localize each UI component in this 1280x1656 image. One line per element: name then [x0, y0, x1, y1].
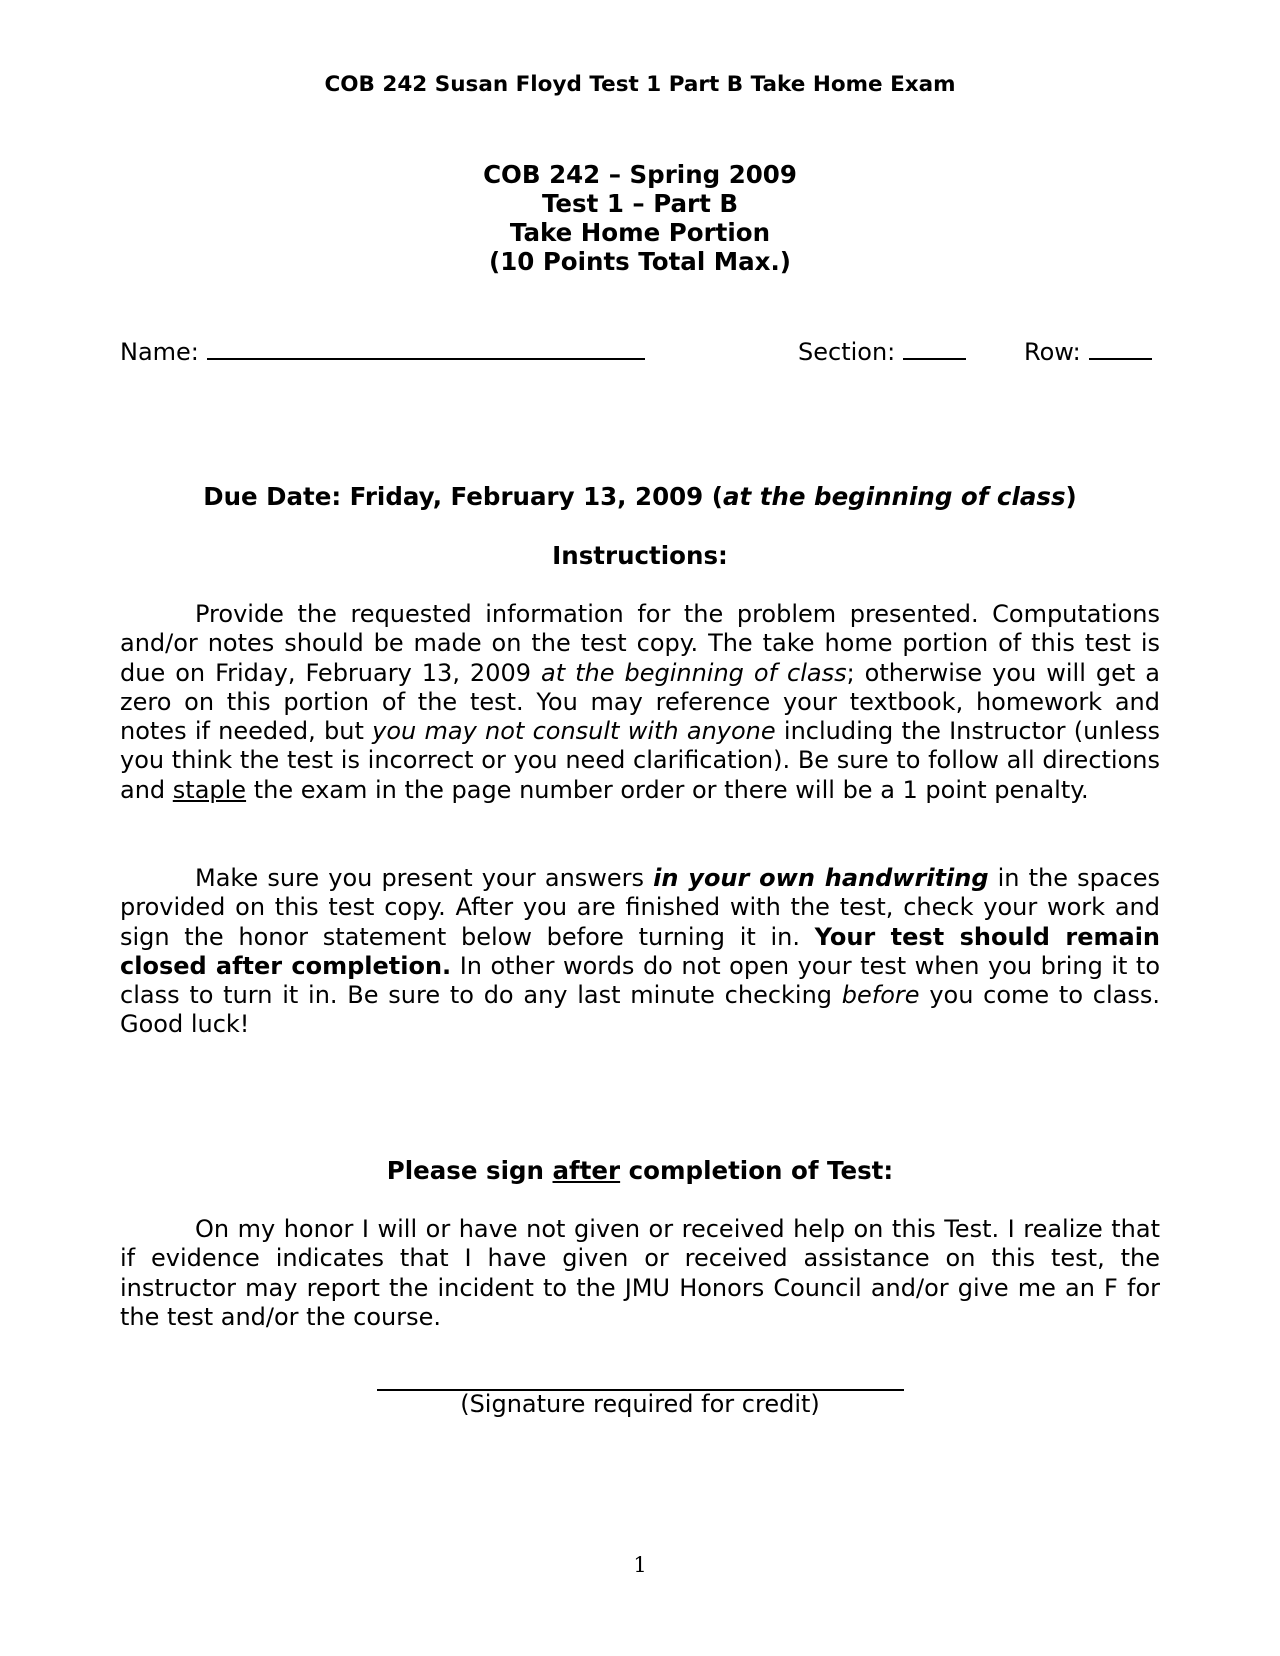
- p1-italic-2: you may not consult with anyone: [372, 717, 776, 746]
- title-block: [0, 160, 1280, 276]
- sign-heading-underlined: after: [552, 1156, 621, 1185]
- signature-caption: (Signature required for credit): [460, 1390, 820, 1418]
- student-info-row: [120, 336, 1160, 368]
- sign-heading: [0, 1156, 1280, 1185]
- p2-text-1: Make sure you present your answers: [195, 864, 654, 892]
- running-title: COB 242 Susan Floyd Test 1 Part B Take Home Exam: [324, 72, 956, 97]
- row-field: [1024, 336, 1152, 366]
- course-title: COB 242 – Spring 2009: [483, 160, 797, 189]
- p1-italic-1: at the beginning of class: [541, 658, 847, 687]
- p2-bold-1: Your test should remain closed after completion.: [120, 922, 1161, 980]
- due-date: [0, 482, 1280, 511]
- sign-heading-pre: Please sign: [386, 1156, 553, 1185]
- section-label: Section:: [798, 338, 896, 366]
- due-date-emphasis: at the beginning of class: [722, 482, 1066, 511]
- p1-text-4: the exam in the page number order or there will be a 1 point penalty.: [246, 775, 1089, 804]
- honor-statement: On my honor I will or have not given or received help on this Test. I realize that if evidence indicates that I have given or received assistance on this test, the instructor may report the incident to the JMU Honors Council and/or give me an F for the test and/or the course.: [120, 1215, 1160, 1331]
- instructions-heading: Instructions:: [552, 541, 728, 570]
- name-label: Name:: [120, 338, 199, 366]
- name-blank-line[interactable]: [207, 336, 645, 360]
- page-number: 1: [633, 1553, 647, 1577]
- p1-underline-1: staple: [172, 775, 247, 804]
- p2-text-2: in the spaces provided on this test copy. After you are finished with the test, check your work and sign the honor statement below before turning it in.: [120, 864, 1161, 951]
- p1-text-1: Provide the requested information for the problem presented. Computations and/or notes should be made on the test copy. The take home portion of this test is due on Friday, February 13, 2009: [120, 600, 1160, 687]
- instructions-paragraph-1: [120, 600, 1160, 805]
- row-label: Row:: [1024, 338, 1081, 366]
- section-blank-line[interactable]: [903, 336, 966, 360]
- portion-title: Take Home Portion: [509, 218, 771, 247]
- p2-italic-1: before: [841, 981, 920, 1010]
- p2-text-4: you come to class. Good luck!: [120, 981, 1160, 1039]
- p2-bold-italic-1: in your own handwriting: [653, 864, 989, 892]
- p1-text-3: including the Instructor (unless you think the test is incorrect or you need clarification). Be sure to follow all directions and: [120, 717, 1160, 804]
- test-title: Test 1 – Part B: [541, 189, 739, 218]
- p1-text-2: ; otherwise you will get a zero on this portion of the test. You may reference your textbook, homework and notes if needed, but: [120, 658, 1160, 746]
- due-date-suffix: ): [1065, 482, 1077, 511]
- row-blank-line[interactable]: [1089, 336, 1152, 360]
- sign-heading-post: completion of Test:: [620, 1156, 894, 1185]
- due-date-prefix: Due Date: Friday, February 13, 2009 (: [203, 482, 723, 511]
- p2-text-3: In other words do not open your test when you bring it to class to turn it in. Be sure to do any last minute checking: [120, 951, 1161, 1010]
- points-title: (10 Points Total Max.): [489, 247, 791, 276]
- instructions-paragraph-2: [120, 864, 1160, 1040]
- name-field: [120, 336, 645, 366]
- section-field: [798, 336, 966, 366]
